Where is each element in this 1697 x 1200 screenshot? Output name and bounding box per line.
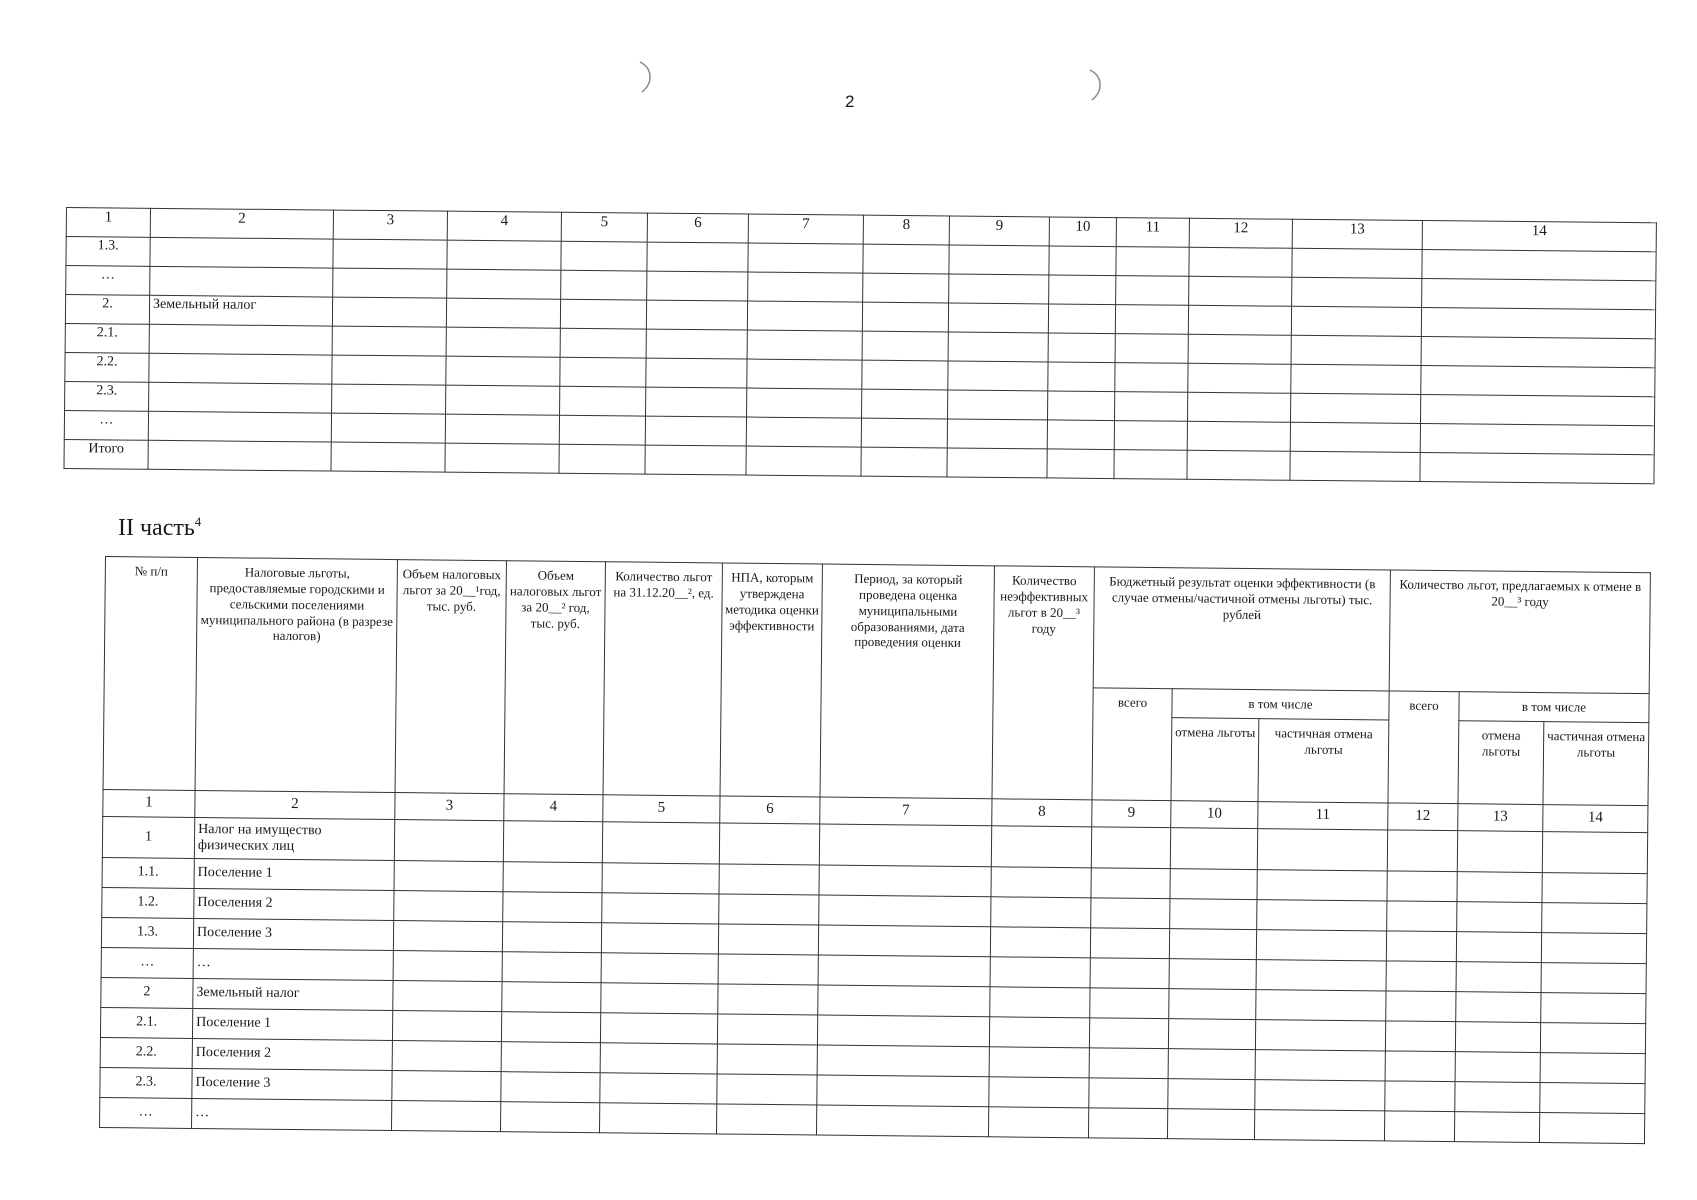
row-number: 2 bbox=[101, 977, 193, 1008]
col-number: 1 bbox=[66, 208, 150, 238]
row-number: … bbox=[64, 410, 148, 440]
row-name: … bbox=[193, 948, 393, 980]
row-number: 1.1. bbox=[102, 857, 194, 888]
header-partial-cancel: частичная отмена льготы bbox=[1543, 721, 1649, 805]
col-number: 12 bbox=[1189, 218, 1292, 248]
section-title-text: II часть bbox=[118, 515, 195, 541]
col-number: 8 bbox=[992, 799, 1092, 827]
col-number: 5 bbox=[561, 212, 647, 242]
header-benefits-to-cancel: Количество льгот, предлагаемых к отмене в 20__³ году bbox=[1389, 570, 1650, 694]
col-number: 14 bbox=[1422, 221, 1656, 252]
row-number: 2.1. bbox=[65, 323, 149, 353]
header-volume-year2: Объем налоговых льгот за 20__² год, тыс. руб. bbox=[504, 561, 605, 795]
col-number: 11 bbox=[1116, 218, 1189, 248]
row-name bbox=[148, 440, 331, 471]
row-number: 1.3. bbox=[66, 237, 150, 267]
col-number: 5 bbox=[603, 795, 720, 823]
col-number: 13 bbox=[1458, 804, 1543, 832]
row-name bbox=[149, 382, 332, 413]
row-name: Поселения 2 bbox=[192, 1038, 392, 1070]
row-number: 2. bbox=[65, 295, 149, 325]
row-number: 2.3. bbox=[100, 1067, 192, 1098]
row-name: Земельный налог bbox=[149, 295, 332, 326]
row-number: … bbox=[100, 1097, 192, 1128]
header-npa-methodology: НПА, которым утверждена методика оценки эффективности bbox=[720, 563, 822, 797]
col-number: 14 bbox=[1543, 804, 1648, 832]
row-name bbox=[150, 266, 333, 297]
col-number: 4 bbox=[504, 794, 603, 822]
header-partial-cancel: частичная отмена льготы bbox=[1258, 718, 1389, 802]
col-number: 11 bbox=[1258, 801, 1388, 829]
row-name: Поселения 2 bbox=[194, 888, 394, 920]
row-number: 2.2. bbox=[65, 352, 149, 382]
header-number: № п/п bbox=[103, 557, 197, 791]
footnote-marker: 4 bbox=[194, 514, 202, 529]
row-number: 2.2. bbox=[100, 1037, 192, 1068]
row-name: Поселение 1 bbox=[192, 1008, 392, 1040]
row-number: … bbox=[101, 947, 193, 978]
col-number: 13 bbox=[1292, 219, 1422, 249]
col-number: 9 bbox=[1092, 800, 1171, 828]
col-number: 2 bbox=[195, 790, 395, 819]
header-benefit-count: Количество льгот на 31.12.20__², ед. bbox=[603, 562, 722, 796]
row-number: 2.3. bbox=[65, 381, 149, 411]
scan-artifact-mark bbox=[1088, 68, 1106, 102]
section-title bbox=[118, 514, 201, 542]
page-number: 2 bbox=[845, 92, 855, 111]
row-name: Земельный налог bbox=[193, 978, 393, 1010]
header-budget-result: Бюджетный результат оценки эффективности (в случае отмены/частичной отмены льготы) тыс. рублей bbox=[1093, 567, 1390, 691]
col-number: 8 bbox=[863, 215, 949, 245]
header-cancel: отмена льготы bbox=[1171, 718, 1259, 802]
row-name bbox=[149, 353, 332, 384]
row-name: … bbox=[192, 1098, 392, 1130]
row-number: 1.2. bbox=[102, 887, 194, 918]
row-number: 1.3. bbox=[101, 917, 193, 948]
row-name: Поселение 3 bbox=[193, 918, 393, 950]
col-number: 10 bbox=[1049, 217, 1116, 247]
col-number: 3 bbox=[395, 792, 504, 820]
header-volume-year1: Объем налоговых льгот за 20__¹год, тыс. руб. bbox=[395, 560, 506, 794]
row-number: 1 bbox=[102, 816, 194, 858]
scan-artifact-mark bbox=[638, 60, 656, 94]
row-number: Итого bbox=[64, 439, 148, 469]
col-number: 12 bbox=[1388, 803, 1458, 831]
header-cancel: отмена льготы bbox=[1458, 721, 1544, 805]
row-number: 2.1. bbox=[100, 1007, 192, 1038]
col-number: 1 bbox=[103, 789, 195, 817]
header-including: в том числе bbox=[1172, 689, 1389, 720]
row-name: Поселение 3 bbox=[192, 1068, 392, 1100]
part1-continuation-table bbox=[63, 207, 1656, 484]
col-number: 6 bbox=[647, 213, 748, 243]
row-name bbox=[148, 411, 331, 442]
header-including: в том числе bbox=[1459, 692, 1649, 723]
header-total: всего bbox=[1388, 691, 1459, 804]
col-number: 3 bbox=[333, 210, 447, 240]
col-number: 7 bbox=[820, 797, 992, 826]
row-name bbox=[150, 237, 333, 268]
row-name bbox=[149, 324, 332, 355]
col-number: 4 bbox=[447, 211, 561, 241]
header-total: всего bbox=[1092, 688, 1172, 801]
part2-table bbox=[99, 556, 1651, 1144]
row-number: … bbox=[66, 266, 150, 296]
header-tax-benefits: Налоговые льготы, предоставляемые городскими и сельскими поселениями муниципального района (в разрезе налогов) bbox=[195, 557, 397, 792]
row-name: Поселение 1 bbox=[194, 858, 394, 890]
row-name: Налог на имущество физических лиц bbox=[194, 817, 394, 860]
col-number: 6 bbox=[720, 796, 820, 824]
col-number: 2 bbox=[150, 208, 333, 239]
col-number: 10 bbox=[1171, 801, 1258, 829]
col-number: 9 bbox=[949, 216, 1049, 246]
header-ineffective-count: Количество неэффективных льгот в 20__³ году bbox=[992, 566, 1094, 800]
col-number: 7 bbox=[748, 214, 863, 244]
header-assessment-period: Период, за который проведена оценка муниципальными образованиями, дата проведения оценки bbox=[820, 564, 994, 799]
